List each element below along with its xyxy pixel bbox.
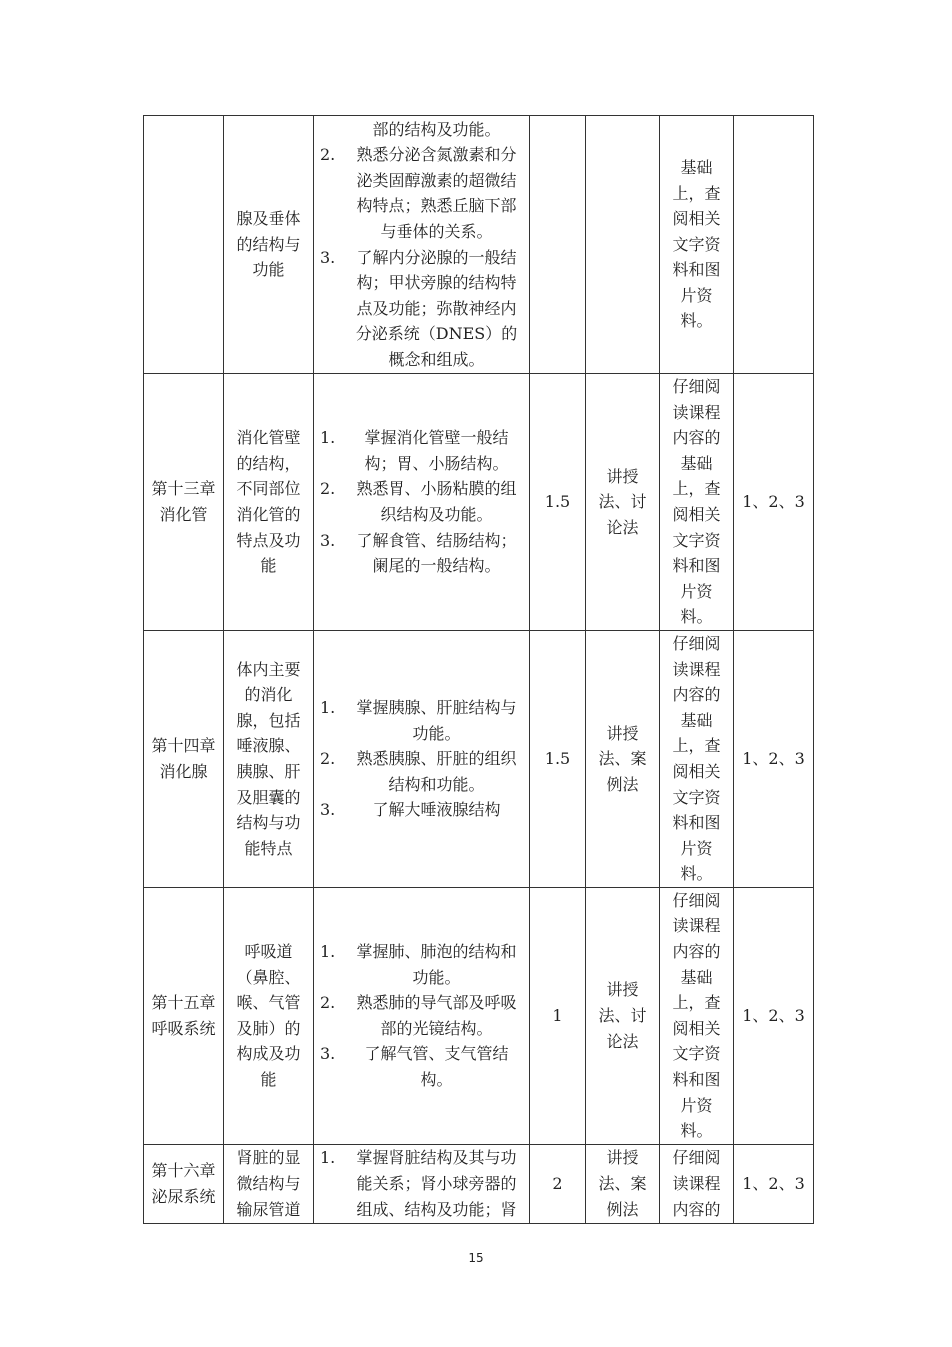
hours-cell: 1.5 (530, 630, 586, 887)
hours-cell: 1.5 (530, 374, 586, 631)
objective-text: 掌握消化管壁一般结构；胃、小肠结构。 (364, 428, 509, 473)
table-row (144, 116, 814, 374)
self-study-cell: 仔细阅读课程内容的 (660, 1144, 734, 1223)
objective-item (320, 1145, 523, 1222)
table-row (144, 630, 814, 887)
objective-text: 掌握肾脏结构及其与功能关系；肾小球旁器的组成、结构及功能；肾 (356, 1148, 517, 1219)
self-study-cell: 仔细阅读课程内容的基础上，查阅相关文字资料和图片资料。 (660, 630, 734, 887)
objective-text: 掌握胰腺、肝脏结构与功能。 (356, 697, 517, 743)
objective-text: 了解大唾液腺结构 (372, 800, 501, 820)
chapter-cell: 第十六章 泌尿系统 (144, 1144, 224, 1223)
objective-number: 3. (320, 247, 336, 267)
objective-number: 2. (320, 479, 336, 499)
table-row (144, 374, 814, 631)
content-cell: 消化管壁的结构，不同部位消化管的特点及功能 (224, 374, 314, 631)
objective-item (320, 142, 523, 244)
content-cell: 腺及垂体的结构与功能 (224, 116, 314, 374)
objective-text: 熟悉分泌含氮激素和分泌类固醇激素的超微结构特点；熟悉丘脑下部与垂体的关系。 (356, 145, 517, 241)
objective-text: 了解内分泌腺的一般结构；甲状旁腺的结构特点及功能；弥散神经内分泌系统（DNES）的概念和组成。 (355, 247, 518, 369)
method-cell: 讲授法、讨论法 (586, 887, 660, 1144)
objective-item (320, 476, 523, 527)
objectives-list (320, 117, 523, 373)
objectives-list (320, 695, 523, 823)
objective-item (320, 939, 523, 990)
objectives-cell (314, 116, 530, 374)
objective-item (320, 990, 523, 1041)
objective-number: 1. (320, 428, 336, 448)
objective-item (320, 528, 523, 579)
objective-item (320, 1041, 523, 1092)
syllabus-table (143, 115, 814, 1224)
method-cell: 讲授法、讨论法 (586, 374, 660, 631)
objective-number: 3. (320, 800, 336, 820)
goals-cell: 1、2、3 (734, 1144, 814, 1223)
objective-number: 2. (320, 993, 336, 1013)
objectives-list (320, 425, 523, 579)
chapter-cell: 第十四章 消化腺 (144, 630, 224, 887)
objective-text: 熟悉胃、小肠粘膜的组织结构及功能。 (356, 479, 517, 524)
objective-number: 1. (320, 697, 336, 717)
objective-number: 2. (320, 145, 336, 165)
self-study-cell: 仔细阅读课程内容的基础上，查阅相关文字资料和图片资料。 (660, 887, 734, 1144)
objectives-cell (314, 374, 530, 631)
objectives-cell (314, 887, 530, 1144)
objective-text: 熟悉肺的导气部及呼吸部的光镜结构。 (356, 993, 517, 1038)
chapter-cell: 第十五章 呼吸系统 (144, 887, 224, 1144)
objective-text: 了解食管、结肠结构；阑尾的一般结构。 (356, 530, 517, 576)
hours-cell: 1 (530, 887, 586, 1144)
hours-cell (530, 116, 586, 374)
goals-cell: 1、2、3 (734, 887, 814, 1144)
objective-text: 部的结构及功能。 (372, 119, 501, 139)
chapter-cell (144, 116, 224, 374)
goals-cell: 1、2、3 (734, 630, 814, 887)
self-study-cell: 仔细阅读课程内容的基础上，查阅相关文字资料和图片资料。 (660, 374, 734, 631)
objective-number: 1. (320, 942, 336, 962)
objectives-cell (314, 1144, 530, 1223)
objective-number: 3. (320, 1044, 336, 1064)
table-row (144, 1144, 814, 1223)
objective-item (320, 117, 523, 143)
objectives-cell (314, 630, 530, 887)
hours-cell: 2 (530, 1144, 586, 1223)
method-cell (586, 116, 660, 374)
objective-item (320, 797, 523, 823)
objective-text: 了解气管、支气管结构。 (364, 1044, 509, 1090)
objective-number: 3. (320, 530, 336, 550)
content-cell: 呼吸道（鼻腔、喉、气管及肺）的构成及功能 (224, 887, 314, 1144)
method-cell: 讲授法、案例法 (586, 630, 660, 887)
method-cell: 讲授法、案例法 (586, 1144, 660, 1223)
objective-item (320, 746, 523, 797)
content-cell: 肾脏的显微结构与输尿管道 (224, 1144, 314, 1223)
objectives-list (320, 939, 523, 1093)
objective-item (320, 245, 523, 373)
self-study-cell: 基础上，查阅相关文字资料和图片资料。 (660, 116, 734, 374)
objective-number: 2. (320, 749, 336, 769)
goals-cell: 1、2、3 (734, 374, 814, 631)
objective-text: 熟悉胰腺、肝脏的组织结构和功能。 (356, 749, 517, 794)
page-number: 15 (468, 1251, 484, 1265)
goals-cell (734, 116, 814, 374)
objectives-list (320, 1145, 523, 1222)
objective-item (320, 425, 523, 476)
chapter-cell: 第十三章 消化管 (144, 374, 224, 631)
objective-item (320, 695, 523, 746)
objective-number: 1. (320, 1148, 336, 1168)
content-cell: 体内主要的消化腺，包括唾液腺、胰腺、肝及胆囊的结构与功能特点 (224, 630, 314, 887)
table-row (144, 887, 814, 1144)
objective-text: 掌握肺、肺泡的结构和功能。 (356, 942, 517, 987)
